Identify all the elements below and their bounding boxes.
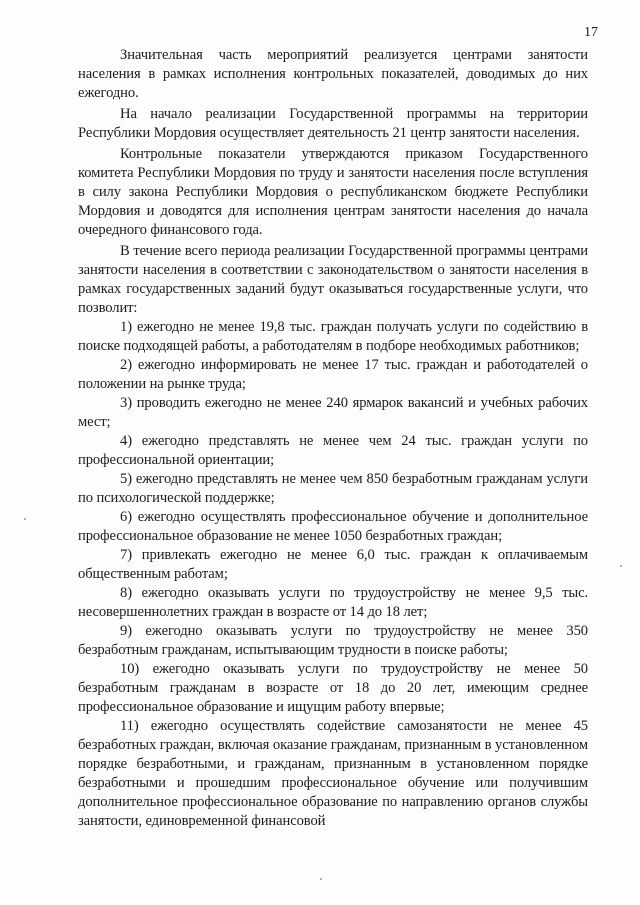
list-item-labor-market-info: 2) ежегодно информировать не менее 17 тыс. граждан и работодателей о положении на рынке труда; <box>78 357 588 392</box>
page-number: 17 <box>584 25 598 40</box>
list-item-young-graduates: 10) ежегодно оказывать услуги по трудоустройству не менее 50 безработным гражданам в возрасте от 18 до 20 лет, имеющим среднее профессиональное образование и ищущим работу впервые; <box>78 661 588 715</box>
list-item-hard-to-employ: 9) ежегодно оказывать услуги по трудоустройству не менее 350 безработным гражданам, испытывающим трудности в поиске работы; <box>78 623 588 658</box>
list-item-job-fairs: 3) проводить ежегодно не менее 240 ярмарок вакансий и учебных рабочих мест; <box>78 395 588 430</box>
paragraph-services-intro: В течение всего периода реализации Государственной программы центрами занятости населения в соответствии с законодательством о занятости населения в рамках государственных заданий будут оказываться государственные услуги, что позволит: <box>78 243 588 316</box>
paragraph-centers-role: Значительная часть мероприятий реализуется центрами занятости населения в рамках исполнения контрольных показателей, доводимых до них ежегодно. <box>78 47 588 101</box>
list-item-career-guidance: 4) ежегодно представлять не менее чем 24 тыс. граждан услуги по профессиональной ориентации; <box>78 433 588 468</box>
list-item-public-works: 7) привлекать ежегодно не менее 6,0 тыс. граждан к оплачиваемым общественным работам; <box>78 547 588 582</box>
paragraph-control-indicators: Контрольные показатели утверждаются приказом Государственного комитета Республики Мордовия по труду и занятости населения после вступления в силу закона Республики Мордовия о республиканском бюджете Республики Мордовия и доводятся для исполнения центрам занятости населения до начала очередного финансового года. <box>78 146 588 238</box>
page-body <box>78 46 588 831</box>
list-item-job-search: 1) ежегодно не менее 19,8 тыс. граждан получать услуги по содействию в поиске подходящей работы, а работодателям в подборе необходимых работников; <box>78 319 588 354</box>
paragraph-centers-count: На начало реализации Государственной программы на территории Республики Мордовия осуществляет деятельность 21 центр занятости населения. <box>78 106 588 141</box>
list-item-vocational-training: 6) ежегодно осуществлять профессиональное обучение и дополнительное профессиональное образование не менее 1050 безработных граждан; <box>78 509 588 544</box>
list-item-minor-employment: 8) ежегодно оказывать услуги по трудоустройству не менее 9,5 тыс. несовершеннолетних граждан в возрасте от 14 до 18 лет; <box>78 585 588 620</box>
scan-speck <box>320 878 322 880</box>
list-item-self-employment: 11) ежегодно осуществлять содействие самозанятости не менее 45 безработных граждан, включая оказание гражданам, признанным в установленном порядке безработными, и гражданам, признанным в установленном порядке безработными и прошедшим профессиональное обучение или получившим дополнительное профессиональное образование по направлению органов службы занятости, единовременной финансовой <box>78 718 588 829</box>
scan-speck <box>24 518 26 520</box>
scan-speck <box>620 565 622 567</box>
list-item-psychological-support: 5) ежегодно представлять не менее чем 850 безработным гражданам услуги по психологической поддержке; <box>78 471 588 506</box>
